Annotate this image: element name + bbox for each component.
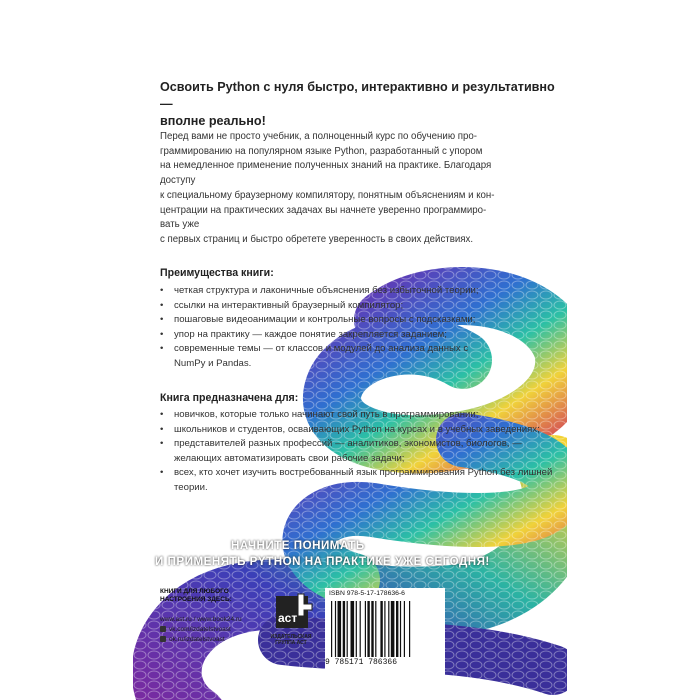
advantages-title: Преимущества книги: — [160, 267, 274, 279]
audience-title: Книга предназначена для: — [160, 392, 299, 404]
list-item: • представителей разных профессий — аналитиков, экономистов, биологов, — желающих автоматизировать свои рабочие задачи; — [160, 437, 567, 466]
list-item: • пошаговые видеоанимации и контрольные вопросы с подсказками; — [160, 313, 567, 328]
list-item: • новичков, которые только начинают свой путь в программировании; — [160, 408, 567, 423]
list-item: • всех, кто хочет изучить востребованный язык программирования Python без лишней теории. — [160, 466, 564, 495]
list-item: • упор на практику — каждое понятие закрепляется заданием; — [160, 328, 567, 343]
intro-paragraph — [160, 130, 560, 248]
intro-line: на немедленное применение полученных знаний на практике. Благодаря — [160, 160, 492, 172]
list-item: • современные темы — от классов и модулей до анализа данных с NumPy и Pandas. — [160, 342, 474, 371]
list-item: • ссылки на интерактивный браузерный компилятор; — [160, 299, 567, 314]
barcode-bars — [329, 601, 439, 657]
headline-line-2: вполне реально! — [160, 114, 266, 128]
intro-line: вать уже — [160, 219, 200, 231]
audience-list — [160, 408, 567, 496]
intro-line: Перед вами не просто учебник, а полноценный курс по обучению про- — [160, 131, 478, 142]
footer — [160, 588, 560, 678]
link-vk[interactable]: vk.com/izdatelstvoast — [160, 625, 242, 635]
barcode — [325, 588, 445, 676]
publisher-caption: ИЗДАТЕЛЬСКАЯ ГРУППА АСТ — [270, 634, 312, 646]
intro-line: к специальному браузерному компилятору, понятным объяснениям и кон- — [160, 189, 495, 201]
headline-line-1: Освоить Python с нуля быстро, интерактивно и результативно — — [160, 80, 555, 111]
link-ok[interactable]: ok.ru/izdatelstvoast — [160, 635, 242, 645]
logo-text: аст — [278, 611, 298, 625]
call-to-action — [135, 538, 565, 569]
link-websites[interactable]: www.ast.ru / www.book24.ru — [160, 616, 242, 623]
ok-icon — [160, 636, 166, 642]
cta-line-2: И ПРИМЕНЯТЬ PYTHON НА ПРАКТИКЕ УЖЕ СЕГОДНЯ! — [155, 554, 490, 568]
isbn-label: ISBN 978-5-17-178636-6 — [329, 590, 405, 597]
vk-icon — [160, 626, 166, 632]
list-item: • четкая структура и лаконичные объяснения без избыточной теории; — [160, 284, 567, 299]
intro-line: центрации на практических задачах вы начнете уверенно программиро- — [160, 204, 487, 216]
headline — [160, 79, 567, 130]
back-cover — [133, 0, 567, 700]
list-item: • школьников и студентов, осваивающих Python на курсах и в учебных заведениях; — [160, 423, 567, 438]
intro-line: доступу — [160, 175, 196, 187]
ean-number: 9 785171 786366 — [325, 658, 398, 667]
publisher-links — [160, 615, 242, 645]
intro-line: граммированию на популярном языке Python, разработанный с упором — [160, 145, 483, 157]
intro-line: с первых страниц и быстро обретете уверенность в своих действиях. — [160, 233, 474, 245]
advantages-list — [160, 284, 567, 372]
cta-line-1: НАЧНИТЕ ПОНИМАТЬ — [231, 539, 365, 552]
books-heading: КНИГИ ДЛЯ ЛЮБОГО НАСТРОЕНИЯ ЗДЕСЬ: — [160, 588, 232, 603]
